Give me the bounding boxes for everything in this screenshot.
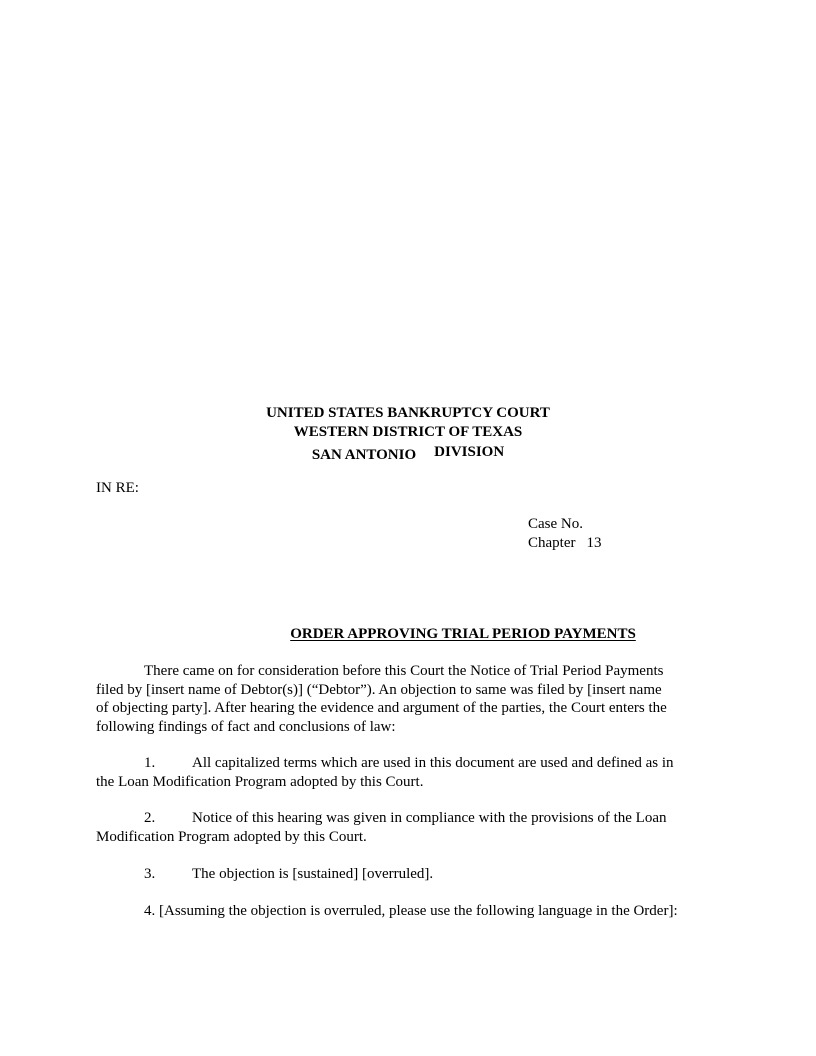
item-text: Notice of this hearing was given in compliance with the provisions of the Loan xyxy=(192,810,667,826)
case-number-label: Case No. xyxy=(528,516,583,532)
district-name: WESTERN DISTRICT OF TEXAS xyxy=(293,424,523,440)
finding-item-1 xyxy=(96,754,712,791)
item-number: 2. xyxy=(144,810,156,826)
order-title xyxy=(0,625,816,644)
finding-item-3 xyxy=(96,865,712,884)
court-name: UNITED STATES BANKRUPTCY COURT xyxy=(266,405,550,421)
division-city: SAN ANTONIO xyxy=(311,447,417,463)
item-number: 1. xyxy=(144,755,156,771)
intro-line: following findings of fact and conclusions of law: xyxy=(96,718,396,735)
intro-line: filed by [insert name of Debtor(s)] (“Debtor”). An objection to same was filed by [insert name xyxy=(96,681,662,698)
division-line xyxy=(0,443,816,462)
chapter-label: Chapter xyxy=(528,535,576,551)
intro-paragraph xyxy=(96,662,712,736)
item-text: All capitalized terms which are used in this document are used and defined as in xyxy=(192,755,674,771)
finding-item-4 xyxy=(96,902,712,921)
order-title-text: ORDER APPROVING TRIAL PERIOD PAYMENTS xyxy=(290,626,636,642)
intro-line xyxy=(96,662,712,681)
item-text: 4. [Assuming the objection is overruled, please use the following language in the Order]: xyxy=(144,903,678,919)
chapter-number: 13 xyxy=(586,535,602,551)
finding-item-2 xyxy=(96,809,712,846)
intro-line: of objecting party]. After hearing the evidence and argument of the parties, the Court enters the xyxy=(96,700,667,716)
division-label: DIVISION xyxy=(434,444,505,460)
item-text: the Loan Modification Program adopted by this Court. xyxy=(96,773,424,790)
in-re-label: IN RE: xyxy=(96,480,139,496)
item-number: 3. xyxy=(144,866,156,882)
item-text: The objection is [sustained] [overruled]. xyxy=(192,866,434,882)
item-text: Modification Program adopted by this Court. xyxy=(96,828,367,845)
intro-line-text: There came on for consideration before this Court the Notice of Trial Period Payments xyxy=(144,663,664,679)
chapter-line xyxy=(528,534,601,553)
